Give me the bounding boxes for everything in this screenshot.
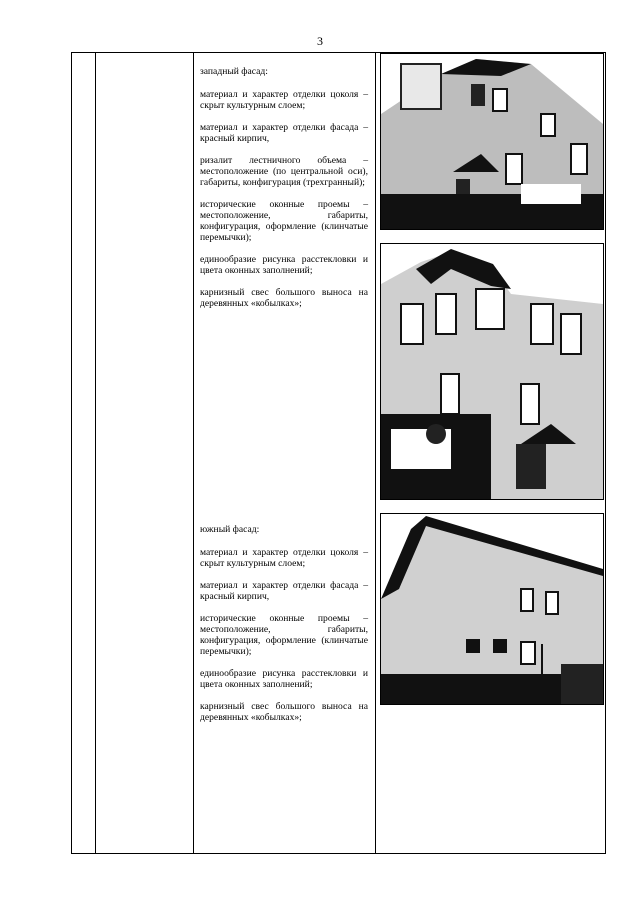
south-facade-item: карнизный свес большого выноса на деревянных «кобылках»; xyxy=(200,701,368,723)
west-facade-item: материал и характер отделки фасада – красный кирпич, xyxy=(200,122,368,144)
west-facade-item: единообразие рисунка расстекловки и цвета оконных заполнений; xyxy=(200,254,368,276)
south-facade-item: единообразие рисунка расстекловки и цвета оконных заполнений; xyxy=(200,668,368,690)
west-facade-item: материал и характер отделки цоколя – скрыт культурным слоем; xyxy=(200,89,368,111)
west-facade-item: ризалит лестничного объема – местоположение (по центральной оси), габариты, конфигурация (трехгранный); xyxy=(200,155,368,188)
facade-table xyxy=(71,52,606,854)
south-facade-photo xyxy=(380,513,604,705)
column-divider-3 xyxy=(375,53,376,853)
west-facade-item: карнизный свес большого выноса на деревянных «кобылках»; xyxy=(200,287,368,309)
south-facade-item: материал и характер отделки цоколя – скрыт культурным слоем; xyxy=(200,547,368,569)
west-facade-text xyxy=(200,66,368,320)
page-number: 3 xyxy=(317,34,323,48)
south-facade-item: исторические оконные проемы – местоположение, габариты, конфигурация, оформление (клинчатые перемычки); xyxy=(200,613,368,657)
west-facade-heading: западный фасад: xyxy=(200,66,268,77)
south-facade-item: материал и характер отделки фасада – красный кирпич, xyxy=(200,580,368,602)
west-facade-photo xyxy=(380,53,604,230)
south-facade-text xyxy=(200,524,368,734)
west-facade-risalit-photo xyxy=(380,243,604,500)
south-facade-heading: южный фасад: xyxy=(200,524,260,535)
column-divider-2 xyxy=(193,53,194,853)
column-divider-1 xyxy=(95,53,96,853)
west-facade-item: исторические оконные проемы – местоположение, габариты, конфигурация, оформление (клинчатые перемычки); xyxy=(200,199,368,243)
